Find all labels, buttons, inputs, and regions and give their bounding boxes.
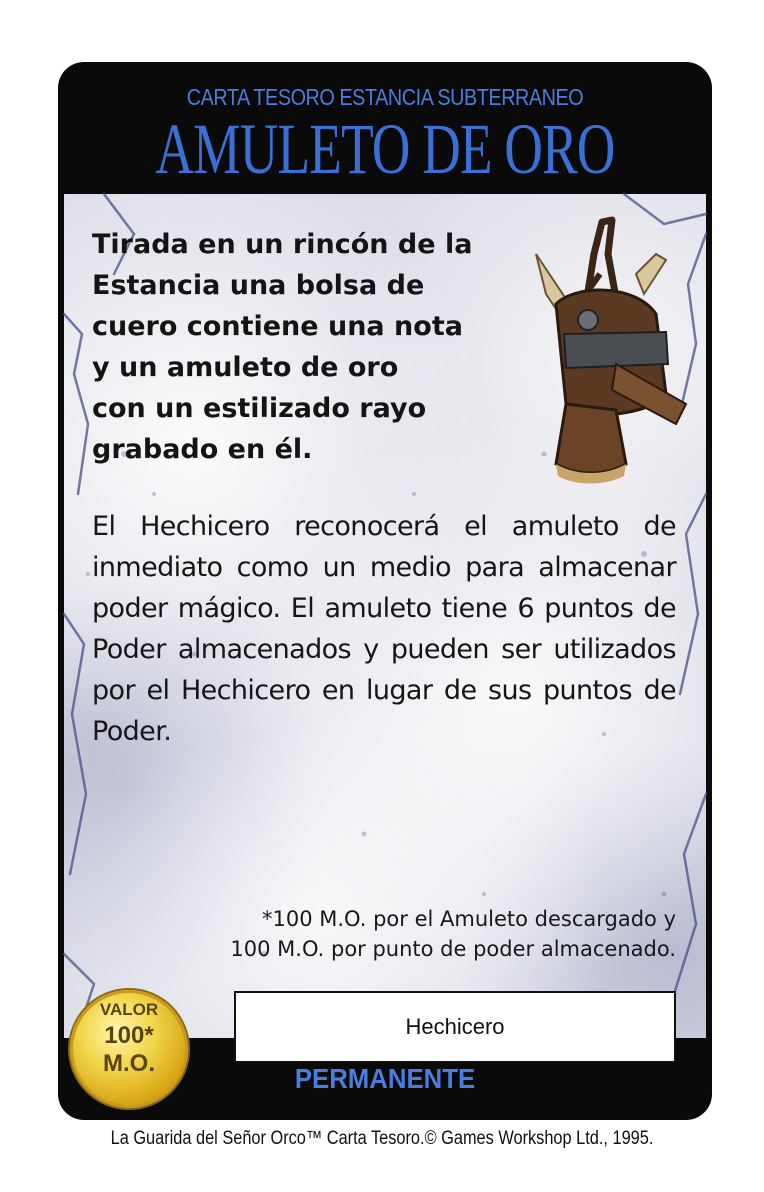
note-line: 100 M.O. por punto de poder almacenado. — [230, 937, 676, 961]
intro-line: cuero contiene una nota — [92, 311, 463, 342]
amulet-pouch-icon — [516, 214, 696, 484]
intro-line: grabado en él. — [92, 434, 313, 465]
card-subtitle: CARTA TESORO ESTANCIA SUBTERRANEO — [186, 84, 584, 110]
value-note — [56, 904, 676, 964]
note-line: *100 M.O. por el Amuleto descargado y — [262, 907, 676, 931]
value-label: VALOR — [99, 1000, 159, 1019]
usable-by-label: Hechicero — [405, 1014, 505, 1039]
card-intro-text — [92, 224, 512, 470]
card-title: AMULETO DE ORO — [155, 109, 615, 189]
intro-line: con un estilizado rayo — [92, 393, 427, 424]
intro-line: Tirada en un rincón de la — [92, 229, 473, 260]
value-unit: M.O. — [103, 1050, 155, 1077]
value-amount: 100* — [104, 1022, 154, 1049]
copyright-text: La Guarida del Señor Orco™ Carta Tesoro.© Games Workshop Ltd., 1995. — [110, 1128, 654, 1149]
duration-label: PERMANENTE — [294, 1063, 476, 1094]
card-description: El Hechicero reconocerá el amuleto de inmediato como un medio para almacenar poder mágico. El amuleto tiene 6 puntos de Poder almacenados y pueden ser utilizados por el Hechicero en lugar de sus puntos de Poder. — [92, 511, 676, 747]
treasure-card — [58, 62, 712, 1120]
card-header — [58, 62, 712, 194]
card-footer — [58, 1038, 712, 1120]
intro-line: Estancia una bolsa de — [92, 270, 425, 301]
intro-line: y un amuleto de oro — [92, 352, 399, 383]
card-body — [64, 194, 706, 1077]
